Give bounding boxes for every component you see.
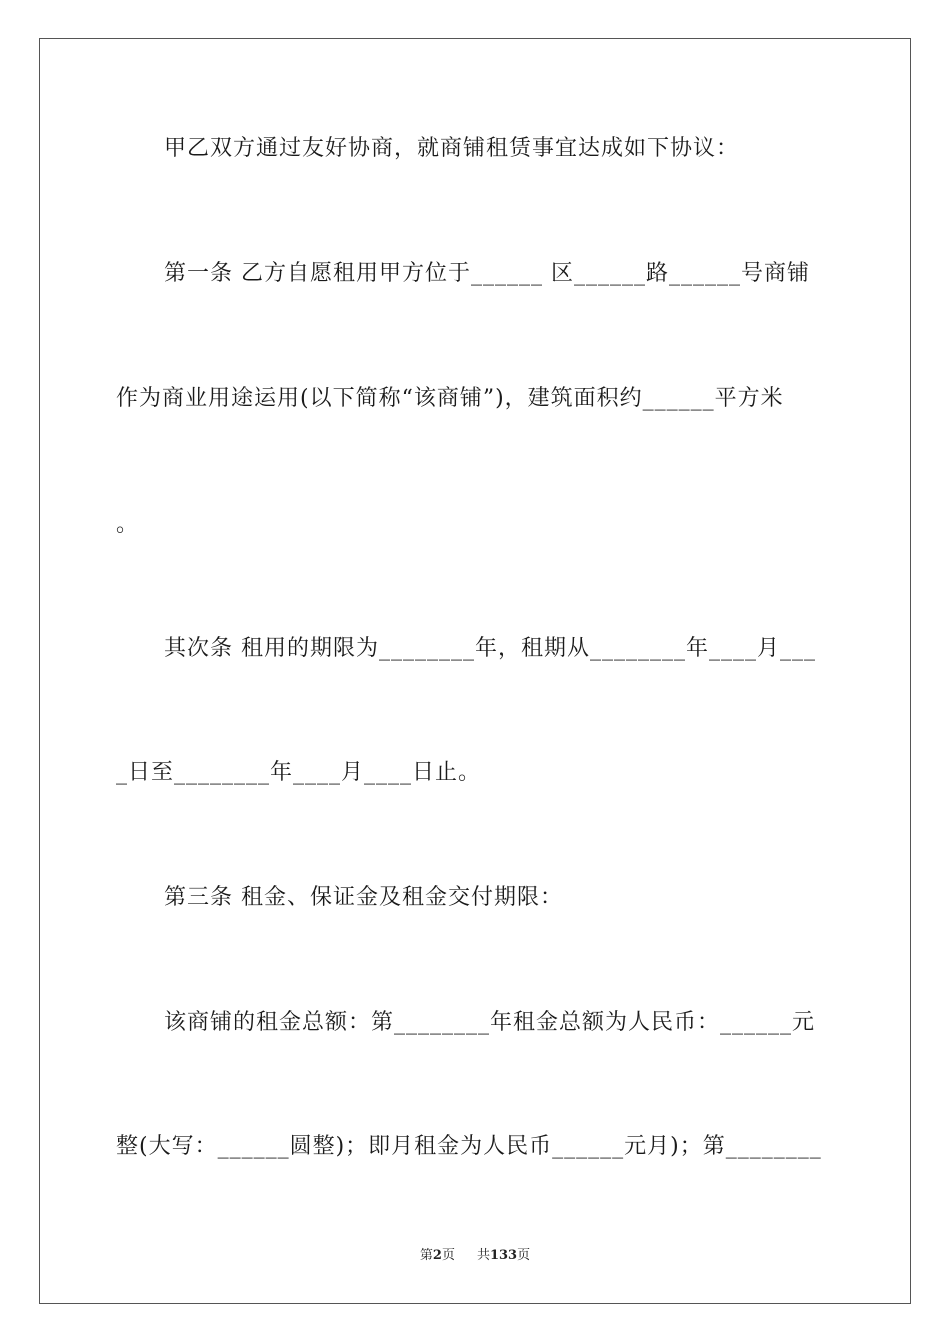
page-footer [0, 1247, 950, 1265]
paragraph-line-7: 第三条 租金、保证金及租金交付期限： [164, 885, 563, 910]
page-number: 2 [432, 1248, 442, 1263]
total-prefix: 共 [476, 1248, 490, 1263]
page-frame [39, 38, 911, 1304]
paragraph-line-3: 作为商业用途运用(以下简称“该商铺”)，建筑面积约______平方米 [116, 386, 784, 411]
paragraph-line-5: 其次条 租用的期限为________年，租期从________年____月___ [164, 636, 816, 661]
total-suffix: 页 [517, 1248, 531, 1263]
page-prefix: 第 [419, 1248, 433, 1263]
paragraph-line-2: 第一条 乙方自愿租用甲方位于______ 区______路______号商铺 [164, 261, 810, 286]
paragraph-line-4: 。 [116, 512, 140, 537]
paragraph-line-1: 甲乙双方通过友好协商，就商铺租赁事宜达成如下协议： [164, 136, 740, 161]
paragraph-line-8: 该商铺的租金总额：第________年租金总额为人民币：______元 [164, 1010, 816, 1035]
page-suffix: 页 [441, 1248, 455, 1263]
paragraph-line-9: 整(大写：______圆整)；即月租金为人民币______元月)；第________ [116, 1134, 822, 1159]
paragraph-line-6: _日至________年____月____日止。 [116, 760, 482, 785]
total-pages: 133 [489, 1248, 518, 1263]
